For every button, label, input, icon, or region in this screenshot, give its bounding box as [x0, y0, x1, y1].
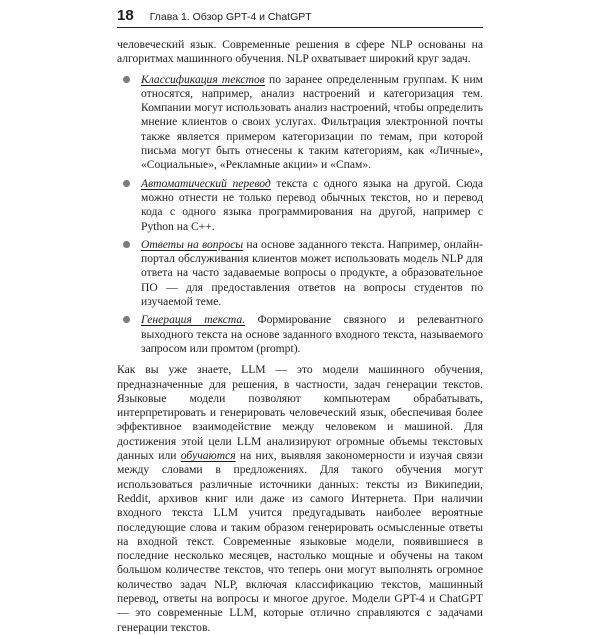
bullet-icon — [123, 316, 130, 323]
list-item-term: Ответы на вопросы — [141, 237, 244, 251]
list-item — [117, 177, 483, 234]
main-paragraph-part-2: на них, выявляя закономерности и изучая связи между словами в предложениях. Для такого обучения могут использоваться различные источники данных: тексты из Википедии, Reddit, архивов книг или даже из самого Интернета. При наличии входного текста LLM учится предугадывать наиболее вероятные последующие слова и таким образом генерировать осмысленные ответы на входной текст. Современные языковые модели, появившиеся в последние несколько месяцев, настолько мощные и обучены на таком большом количестве текстов, что теперь они могут выполнять огромное количество задач NLP, включая классификацию текстов, машинный перевод, ответы на вопросы и многое другое. Модели GPT-4 и ChatGPT — это современные LLM, которые отлично справляются с задачами генерации текстов. — [117, 449, 483, 634]
page-number: 18 — [117, 7, 134, 24]
list-item-text: на основе заданного текста. Например, онлайн-портал обслуживания клиентов может использовать модель NLP для ответа на часто задаваемые вопросы о продукте, а образовательное ПО — для предоставления ответов на вопросы студентов по изучаемой теме. — [141, 237, 484, 309]
list-item-text: по заранее определенным группам. К ним относятся, например, анализ настроений и категоризация тем. Компании могут использовать анализ настроений, чтобы определить мнение клиентов о своих услугах. Фильтрация электронной почты также является примером категоризации по темам, при которой письма могут быть отнесены к таким категориям, как «Личные», «Социальные», «Рекламные акции» и «Спам». — [141, 72, 483, 172]
nlp-tasks-list — [117, 73, 483, 357]
list-item — [117, 313, 483, 356]
list-item-term: Генерация текста. — [141, 313, 246, 327]
list-item — [117, 238, 483, 309]
list-item-text: текста с одного языка на другой. Сюда можно отнести не только перевод обычных текстов, но и перевод кода с одного языка программирования на другой, например с Python на C++. — [141, 176, 484, 233]
main-paragraph-part-1: Как вы уже знаете, LLM — это модели машинного обучения, предназначенные для решения, в частности, задач генерации текстов. Языковые модели позволяют компьютерам обрабатывать, интерпретировать и генерировать человеческий язык, обеспечивая более эффективное взаимодействие между человеком и машиной. Для достижения этой цели LLM анализируют огромные объемы текстовых данных или — [117, 363, 483, 463]
bullet-icon — [123, 241, 130, 248]
list-item-term: Классификация текстов — [141, 72, 265, 86]
page-body — [117, 38, 483, 635]
list-item-text: Формирование связного и релевантного выходного текста на основе заданного входного текста, называемого запросом или промтом (prompt). — [141, 313, 483, 355]
main-paragraph — [117, 363, 483, 635]
intro-paragraph: человеческий язык. Современные решения в сфере NLP основаны на алгоритмах машинного обучения. NLP охватывает широкий круг задач. — [117, 38, 483, 66]
list-item-term: Автоматический перевод — [141, 176, 271, 190]
bullet-icon — [123, 76, 130, 83]
bullet-icon — [123, 180, 130, 187]
chapter-title: Глава 1. Обзор GPT-4 и ChatGPT — [149, 11, 312, 23]
running-header — [117, 6, 483, 28]
emphasized-word: обучаются — [180, 449, 236, 463]
list-item — [117, 73, 483, 173]
